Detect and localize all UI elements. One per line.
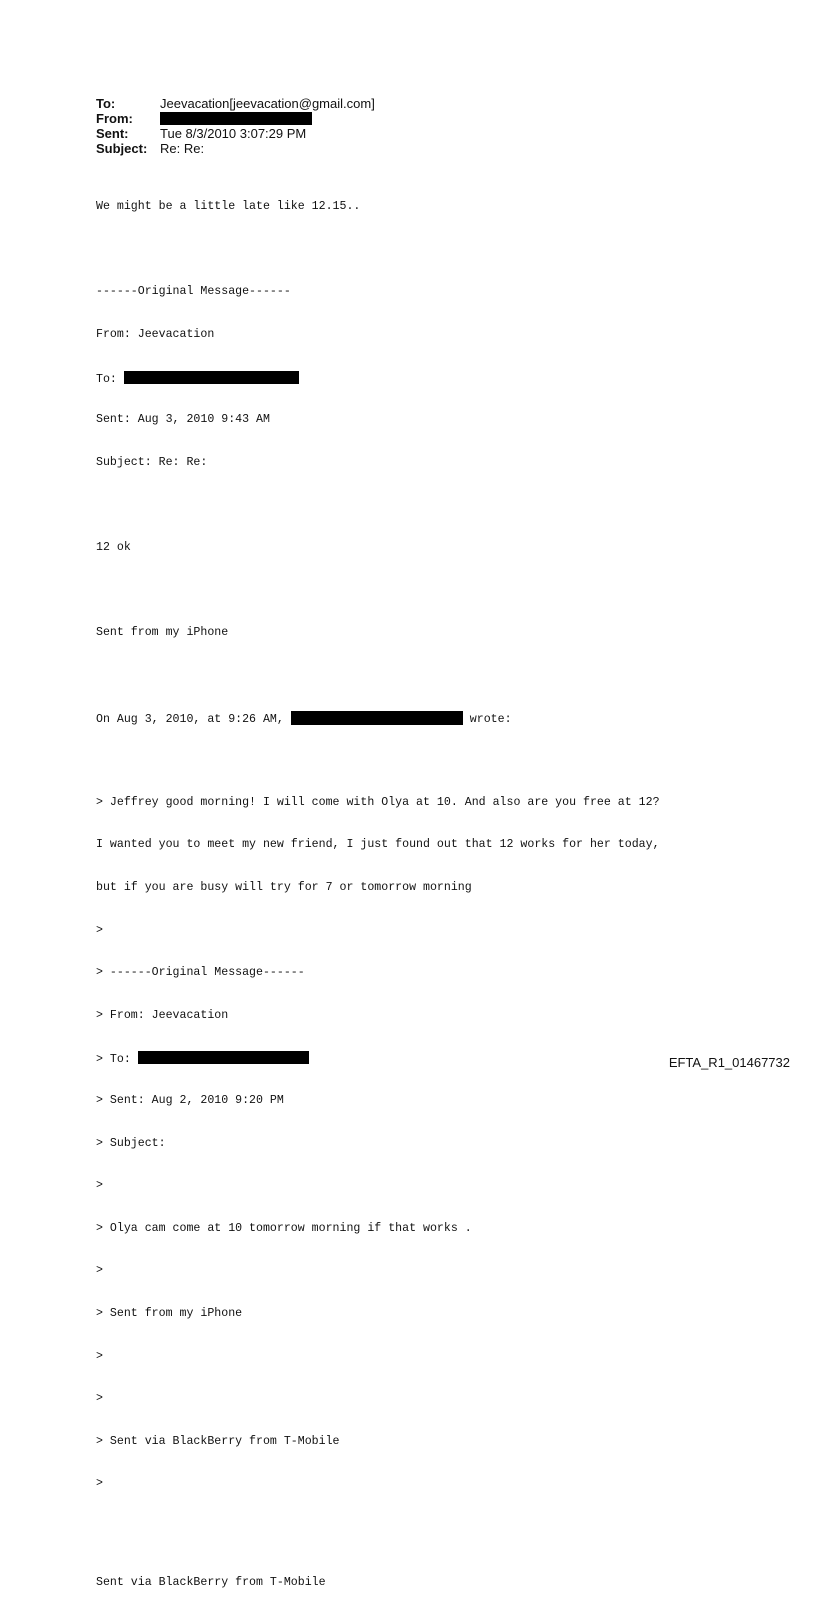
sent-label: Sent: bbox=[96, 126, 129, 141]
original-from: From: Jeevacation bbox=[96, 328, 215, 341]
original-message-marker: ------Original Message------ bbox=[96, 285, 291, 299]
wrote-prefix: On Aug 3, 2010, at 9:26 AM, bbox=[96, 712, 284, 726]
reply-text: We might be a little late like 12.15.. bbox=[96, 200, 361, 214]
redaction-block bbox=[124, 371, 299, 384]
redaction-block bbox=[138, 1051, 309, 1064]
wrote-suffix: wrote: bbox=[469, 712, 512, 726]
sent-value: Tue 8/3/2010 3:07:29 PM bbox=[160, 126, 307, 141]
quote-blank: > bbox=[96, 1477, 103, 1491]
to-value: Jeevacation[jeevacation@gmail.com] bbox=[160, 96, 375, 111]
email-body bbox=[96, 172, 796, 1605]
quote-line: but if you are busy will try for 7 or tomorrow morning bbox=[96, 880, 472, 894]
quote-blank: > bbox=[96, 923, 103, 937]
document-id: EFTA_R1_01467732 bbox=[668, 1055, 790, 1070]
quote-blank: > bbox=[96, 1349, 103, 1363]
header-to-row bbox=[96, 96, 375, 111]
from-label: From: bbox=[96, 111, 133, 126]
original-to-row bbox=[96, 371, 796, 385]
quote-signature-blackberry: > Sent via BlackBerry from T-Mobile bbox=[96, 1434, 340, 1448]
quote-subject: > Subject: bbox=[96, 1136, 166, 1150]
original-to-label: To: bbox=[96, 372, 117, 386]
redaction-block bbox=[291, 711, 463, 725]
quote-text: > Olya cam come at 10 tomorrow morning if that works . bbox=[96, 1221, 472, 1235]
quote-blank: > bbox=[96, 1264, 103, 1278]
quote-line: I wanted you to meet my new friend, I just found out that 12 works for her today, bbox=[96, 838, 660, 852]
to-label: To: bbox=[96, 96, 116, 111]
quote-to-label: > To: bbox=[96, 1053, 131, 1067]
quote-signature-iphone: > Sent from my iPhone bbox=[96, 1306, 243, 1320]
original-signature: Sent from my iPhone bbox=[96, 625, 229, 639]
subject-value: Re: Re: bbox=[160, 141, 205, 156]
email-header bbox=[96, 96, 375, 156]
wrote-line bbox=[96, 711, 796, 725]
quote-sent: > Sent: Aug 2, 2010 9:20 PM bbox=[96, 1093, 284, 1107]
quote-blank: > bbox=[96, 1392, 103, 1406]
original-text: 12 ok bbox=[96, 540, 131, 554]
quote-from: > From: Jeevacation bbox=[96, 1008, 229, 1022]
original-sent: Sent: Aug 3, 2010 9:43 AM bbox=[96, 413, 270, 427]
header-sent-row bbox=[96, 126, 375, 141]
original-subject: Subject: Re: Re: bbox=[96, 455, 208, 469]
redaction-block bbox=[160, 112, 312, 125]
header-subject-row bbox=[96, 141, 375, 156]
subject-label: Subject: bbox=[96, 141, 148, 156]
final-signature: Sent via BlackBerry from T-Mobile bbox=[96, 1576, 326, 1590]
quote-line: > Jeffrey good morning! I will come with Olya at 10. And also are you free at 12? bbox=[96, 795, 660, 809]
quote-blank: > bbox=[96, 1179, 103, 1193]
quote-original-marker: > ------Original Message------ bbox=[96, 966, 305, 980]
header-from-row bbox=[96, 111, 375, 126]
